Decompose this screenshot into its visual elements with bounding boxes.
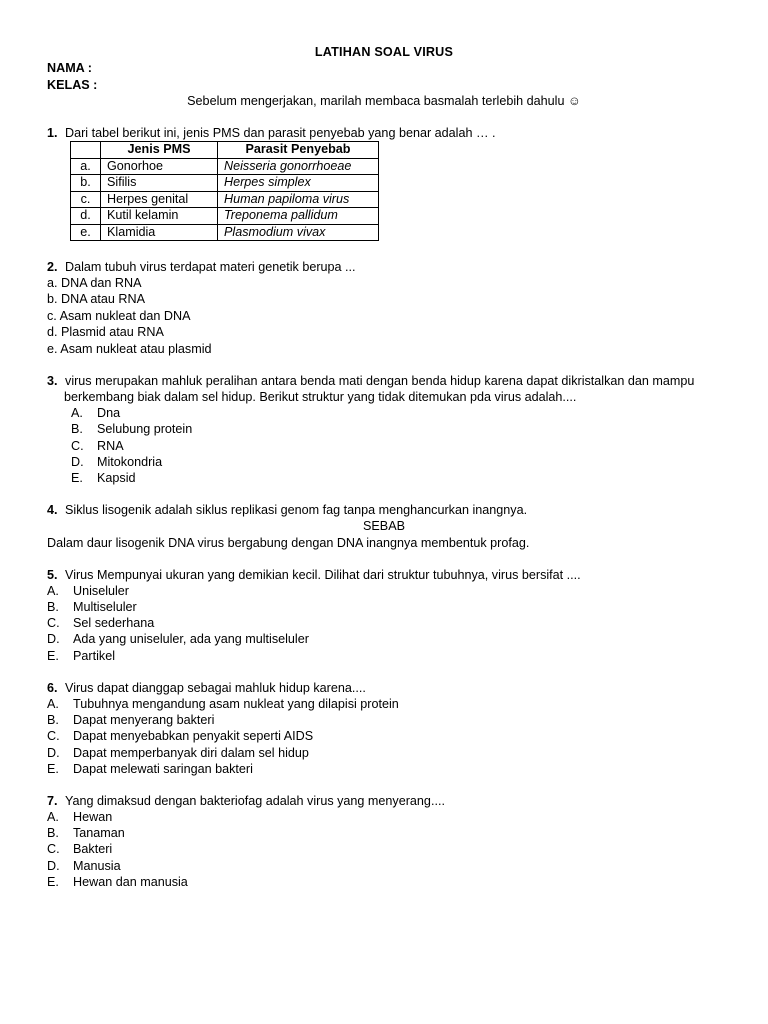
table-cell: d.	[71, 208, 101, 225]
sebab-label: SEBAB	[363, 519, 405, 533]
option-label: D.	[47, 859, 60, 873]
option-text: Partikel	[73, 649, 115, 663]
option-text: Dapat memperbanyak diri dalam sel hidup	[73, 746, 309, 760]
option	[47, 615, 154, 631]
question-number: 7.	[47, 794, 58, 808]
table-cell: Herpes genital	[101, 191, 218, 208]
option	[47, 858, 121, 874]
question-5	[47, 567, 581, 583]
option: e. Asam nukleat atau plasmid	[47, 342, 212, 356]
question-number: 1.	[47, 126, 58, 140]
option	[47, 841, 112, 857]
option-text: Hewan dan manusia	[73, 875, 188, 889]
table-cell: Gonorhoe	[101, 158, 218, 175]
option-text: Multiseluler	[73, 600, 137, 614]
table-header: Jenis PMS	[101, 142, 218, 159]
option-label: A.	[47, 584, 59, 598]
option-label: C.	[71, 439, 84, 453]
option-label: B.	[47, 600, 59, 614]
option-label: E.	[47, 875, 59, 889]
option: a. DNA dan RNA	[47, 276, 142, 290]
question-1	[47, 125, 496, 141]
table-header-row	[71, 142, 379, 159]
table-cell: Human papiloma virus	[218, 191, 379, 208]
option: b. DNA atau RNA	[47, 292, 145, 306]
option	[47, 825, 125, 841]
option-text: Tanaman	[73, 826, 125, 840]
option	[71, 454, 162, 470]
table-cell: Plasmodium vivax	[218, 224, 379, 241]
option-label: D.	[47, 746, 60, 760]
option	[47, 631, 309, 647]
option	[47, 728, 313, 744]
option-label: E.	[47, 762, 59, 776]
table-cell: Klamidia	[101, 224, 218, 241]
option-text: Mitokondria	[97, 455, 163, 469]
option	[47, 761, 253, 777]
question-text: Siklus lisogenik adalah siklus replikasi genom fag tanpa menghancurkan inangnya.	[65, 503, 528, 517]
option-text: RNA	[97, 439, 124, 453]
option-label: B.	[47, 826, 59, 840]
table-cell: Sifilis	[101, 175, 218, 192]
option-text: Manusia	[73, 859, 121, 873]
table-row	[71, 224, 379, 241]
question-number: 6.	[47, 681, 58, 695]
question-7	[47, 793, 445, 809]
option-label: D.	[71, 455, 84, 469]
question-4	[47, 502, 527, 518]
option: d. Plasmid atau RNA	[47, 325, 164, 339]
table-cell: Herpes simplex	[218, 175, 379, 192]
question-text-continued: berkembang biak dalam sel hidup. Berikut struktur yang tidak ditemukan pda virus adalah....	[64, 390, 577, 404]
nama-label: NAMA :	[47, 61, 93, 75]
table-row	[71, 158, 379, 175]
option	[47, 745, 309, 761]
option	[47, 809, 112, 825]
question-text: virus merupakan mahluk peralihan antara benda mati dengan benda hidup karena dapat dikristalkan dan mampu	[65, 374, 695, 388]
table-cell: c.	[71, 191, 101, 208]
table-cell: a.	[71, 158, 101, 175]
table-cell: b.	[71, 175, 101, 192]
option-label: A.	[47, 697, 59, 711]
option-label: A.	[47, 810, 59, 824]
option-label: E.	[71, 471, 83, 485]
option	[47, 874, 188, 890]
option-label: E.	[47, 649, 59, 663]
option-text: Ada yang uniseluler, ada yang multiseluler	[73, 632, 309, 646]
question-number: 3.	[47, 374, 58, 388]
option: c. Asam nukleat dan DNA	[47, 309, 191, 323]
option-label: C.	[47, 729, 60, 743]
reason-text: Dalam daur lisogenik DNA virus bergabung dengan DNA inangnya membentuk profag.	[47, 536, 530, 550]
option-text: Dapat melewati saringan bakteri	[73, 762, 253, 776]
option-text: Kapsid	[97, 471, 136, 485]
table-cell: Kutil kelamin	[101, 208, 218, 225]
question-6	[47, 680, 366, 696]
option	[71, 438, 124, 454]
question-text: Dalam tubuh virus terdapat materi genetik berupa ...	[65, 260, 356, 274]
option-label: C.	[47, 616, 60, 630]
option-label: A.	[71, 406, 83, 420]
option	[47, 583, 129, 599]
option-label: B.	[71, 422, 83, 436]
pms-table	[70, 141, 379, 241]
table-row	[71, 208, 379, 225]
kelas-label: KELAS :	[47, 78, 98, 92]
table-cell: e.	[71, 224, 101, 241]
option	[47, 712, 214, 728]
option-label: B.	[47, 713, 59, 727]
question-text: Virus dapat dianggap sebagai mahluk hidup karena....	[65, 681, 366, 695]
option-text: Uniseluler	[73, 584, 129, 598]
question-text: Dari tabel berikut ini, jenis PMS dan parasit penyebab yang benar adalah … .	[65, 126, 496, 140]
question-3	[47, 373, 694, 389]
option-label: C.	[47, 842, 60, 856]
table-cell: Treponema pallidum	[218, 208, 379, 225]
intro-text: Sebelum mengerjakan, marilah membaca basmalah terlebih dahulu ☺	[187, 94, 581, 108]
question-number: 2.	[47, 260, 58, 274]
option	[71, 421, 192, 437]
table-row	[71, 191, 379, 208]
option	[71, 405, 120, 421]
table-header	[71, 142, 101, 159]
table-header: Parasit Penyebab	[218, 142, 379, 159]
table-cell: Neisseria gonorrhoeae	[218, 158, 379, 175]
option-text: Bakteri	[73, 842, 113, 856]
table-row	[71, 175, 379, 192]
option	[71, 470, 136, 486]
question-2	[47, 259, 356, 275]
question-text: Virus Mempunyai ukuran yang demikian kecil. Dilihat dari struktur tubuhnya, virus bersifat ....	[65, 568, 581, 582]
question-number: 4.	[47, 503, 58, 517]
option	[47, 696, 399, 712]
page-title: LATIHAN SOAL VIRUS	[314, 45, 454, 59]
option	[47, 648, 115, 664]
question-text: Yang dimaksud dengan bakteriofag adalah virus yang menyerang....	[65, 794, 445, 808]
option	[47, 599, 137, 615]
option-text: Dapat menyebabkan penyakit seperti AIDS	[73, 729, 314, 743]
option-text: Sel sederhana	[73, 616, 155, 630]
option-text: Tubuhnya mengandung asam nukleat yang dilapisi protein	[73, 697, 399, 711]
option-text: Dna	[97, 406, 121, 420]
option-text: Dapat menyerang bakteri	[73, 713, 215, 727]
option-text: Hewan	[73, 810, 113, 824]
option-text: Selubung protein	[97, 422, 193, 436]
question-number: 5.	[47, 568, 58, 582]
option-label: D.	[47, 632, 60, 646]
